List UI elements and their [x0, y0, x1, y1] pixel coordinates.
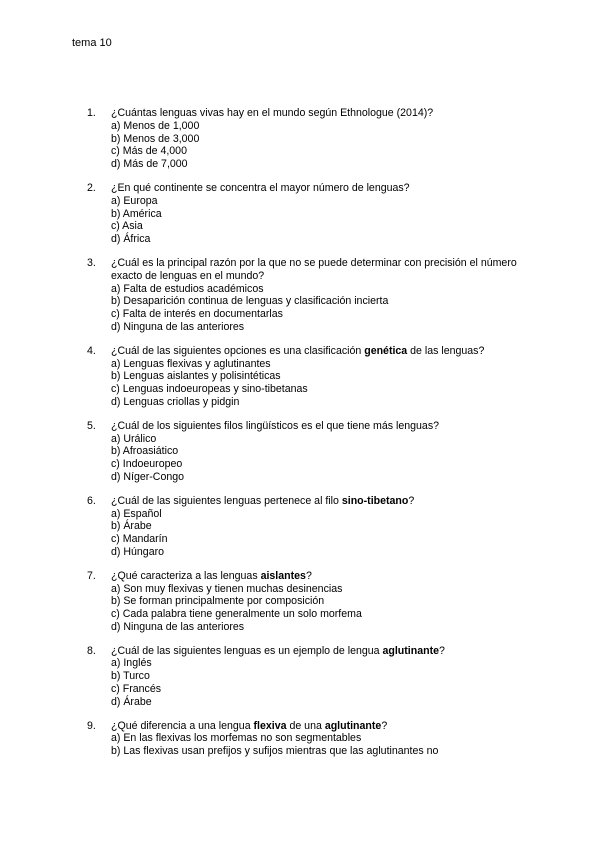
option-d: d) Ninguna de las anteriores — [111, 320, 245, 333]
question-text: ¿Cuál de los siguientes filos lingüísticos es el que tiene más lenguas? — [111, 419, 440, 432]
option-c: c) Mandarín — [111, 533, 168, 546]
option-b: b) Lenguas aislantes y polisintéticas — [111, 370, 281, 383]
question-text: ¿Qué diferencia a una lengua flexiva de una aglutinante? — [111, 719, 388, 732]
question-text: ¿Cuántas lenguas vivas hay en el mundo según Ethnologue (2014)? — [111, 107, 434, 119]
question-text: ¿Cuál de las siguientes lenguas es un ejemplo de lengua aglutinante? — [111, 644, 445, 657]
option-a: a) Falta de estudios académicos — [111, 282, 264, 295]
question-5 — [87, 420, 517, 484]
question-number: 3. — [87, 256, 96, 269]
option-a: a) Urálico — [111, 432, 157, 445]
question-number: 9. — [87, 719, 96, 732]
bold-term: aislantes — [260, 569, 306, 582]
bold-term: genética — [364, 344, 408, 357]
question-9 — [87, 720, 517, 758]
question-number: 8. — [87, 644, 96, 657]
question-text: ¿Qué caracteriza a las lenguas aislantes? — [111, 569, 312, 582]
question-text: ¿Cuál de las siguientes lenguas pertenece al filo sino-tibetano? — [111, 494, 415, 507]
question-number: 4. — [87, 344, 96, 357]
question-2 — [87, 182, 517, 246]
option-b: b) Se forman principalmente por composición — [111, 595, 325, 608]
option-a: a) Son muy flexivas y tienen muchas desinencias — [111, 582, 343, 595]
question-text: ¿Cuál es la principal razón por la que no se puede determinar con precisión el número exacto de lenguas en el mundo? — [111, 256, 517, 282]
option-d: d) África — [111, 233, 151, 246]
question-number: 6. — [87, 494, 96, 507]
option-a: a) Español — [111, 507, 162, 520]
option-d: d) Lenguas criollas y pidgin — [111, 395, 240, 408]
question-text: ¿En qué continente se concentra el mayor número de lenguas? — [111, 181, 410, 194]
question-number: 2. — [87, 181, 96, 194]
option-c: c) Asia — [111, 220, 143, 233]
option-b: b) Desaparición continua de lenguas y clasificación incierta — [111, 295, 389, 308]
option-b: b) Turco — [111, 670, 150, 683]
option-c: c) Falta de interés en documentarlas — [111, 308, 283, 321]
option-a: a) Inglés — [111, 657, 152, 670]
option-a: a) Menos de 1,000 — [111, 119, 200, 132]
option-b: b) Menos de 3,000 — [111, 132, 200, 145]
question-1 — [87, 107, 517, 171]
question-8 — [87, 645, 517, 709]
option-c: c) Cada palabra tiene generalmente un solo morfema — [111, 608, 362, 621]
option-d: d) Más de 7,000 — [111, 158, 188, 171]
question-list — [87, 107, 517, 769]
option-b: b) Afroasiático — [111, 445, 179, 458]
question-text: ¿Cuál de las siguientes opciones es una clasificación genética de las lenguas? — [111, 344, 485, 357]
question-number: 5. — [87, 419, 96, 432]
option-a: a) Lenguas flexivas y aglutinantes — [111, 357, 271, 370]
bold-term: sino-tibetano — [341, 494, 409, 507]
question-6 — [87, 495, 517, 559]
option-c: c) Indoeuropeo — [111, 458, 183, 471]
option-a: a) Europa — [111, 194, 158, 207]
option-d: d) Ninguna de las anteriores — [111, 620, 245, 633]
option-b: b) Las flexivas usan prefijos y sufijos mientras que las aglutinantes no — [111, 745, 439, 758]
option-b: b) Árabe — [111, 520, 152, 533]
option-a: a) En las flexivas los morfemas no son segmentables — [111, 732, 362, 745]
option-d: d) Árabe — [111, 695, 152, 708]
page-header: tema 10 — [72, 37, 112, 49]
bold-term: flexiva — [253, 719, 287, 732]
option-d: d) Húngaro — [111, 545, 164, 558]
option-d: d) Níger-Congo — [111, 470, 185, 483]
bold-term: aglutinante — [382, 644, 440, 657]
option-c: c) Lenguas indoeuropeas y sino-tibetanas — [111, 383, 308, 396]
bold-term: aglutinante — [324, 719, 382, 732]
option-b: b) América — [111, 207, 162, 220]
option-c: c) Más de 4,000 — [111, 145, 187, 158]
question-number: 7. — [87, 569, 96, 582]
question-number: 1. — [87, 107, 96, 119]
question-3 — [87, 257, 517, 334]
question-7 — [87, 570, 517, 634]
option-c: c) Francés — [111, 683, 162, 696]
question-4 — [87, 345, 517, 409]
